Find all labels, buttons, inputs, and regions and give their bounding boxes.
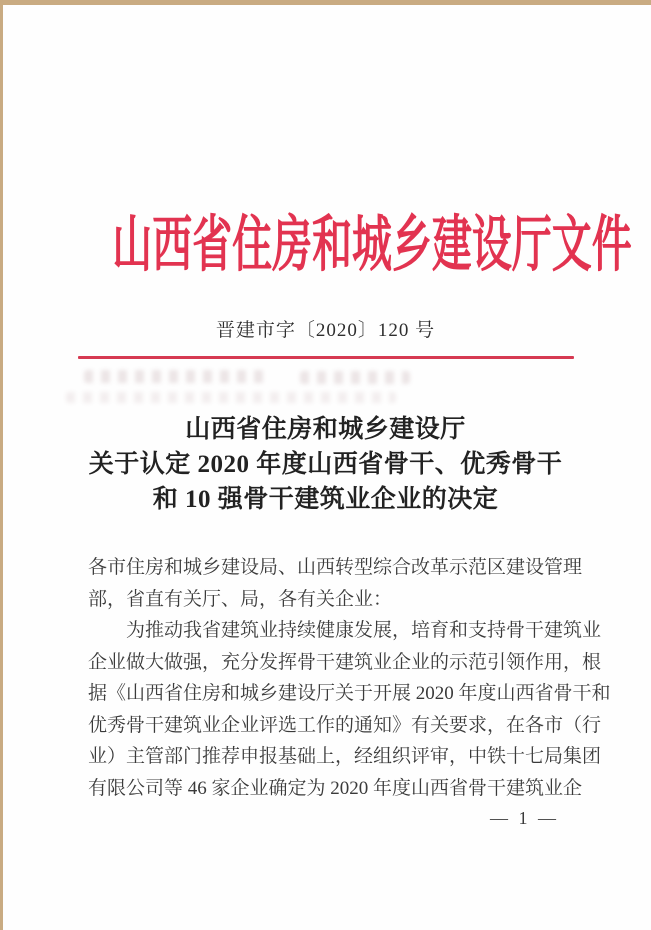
bleed-through-smudge xyxy=(66,392,396,403)
body-text-line: 优秀骨干建筑业企业评选工作的通知》有关要求，在各市（行 xyxy=(88,714,602,736)
red-separator-rule xyxy=(78,356,574,359)
body-text-line: 有限公司等 46 家企业确定为 2020 年度山西省骨干建筑业企 xyxy=(88,777,583,799)
document-title-line: 和 10 强骨干建筑业企业的决定 xyxy=(152,486,499,513)
letterhead-title: 山西省住房和城乡建设厅文件 xyxy=(112,212,632,279)
document-body xyxy=(88,552,611,804)
document-title xyxy=(0,412,651,517)
bleed-through-smudge xyxy=(300,371,410,384)
document-title-line: 关于认定 2020 年度山西省骨干、优秀骨干 xyxy=(88,451,563,478)
body-text-line: 据《山西省住房和城乡建设厅关于开展 2020 年度山西省骨干和 xyxy=(88,683,611,704)
body-text-line: 企业做大做强，充分发挥骨干建筑业企业的示范引领作用，根 xyxy=(88,651,602,673)
body-text-line: 为推动我省建筑业持续健康发展，培育和支持骨干建筑业 xyxy=(126,620,602,641)
body-text-line: 部，省直有关厅、局，各有关企业： xyxy=(88,588,393,610)
body-text-line: 业）主管部门推荐申报基础上，经组织评审，中铁十七局集团 xyxy=(88,746,602,767)
bleed-through-smudge xyxy=(84,370,264,383)
document-title-line: 山西省住房和城乡建设厅 xyxy=(185,416,466,443)
page-number: — 1 — xyxy=(490,808,559,828)
document-number: 晋建市字〔2020〕120 号 xyxy=(215,320,436,341)
body-text-line: 各市住房和城乡建设局、山西转型综合改革示范区建设管理 xyxy=(88,557,583,578)
